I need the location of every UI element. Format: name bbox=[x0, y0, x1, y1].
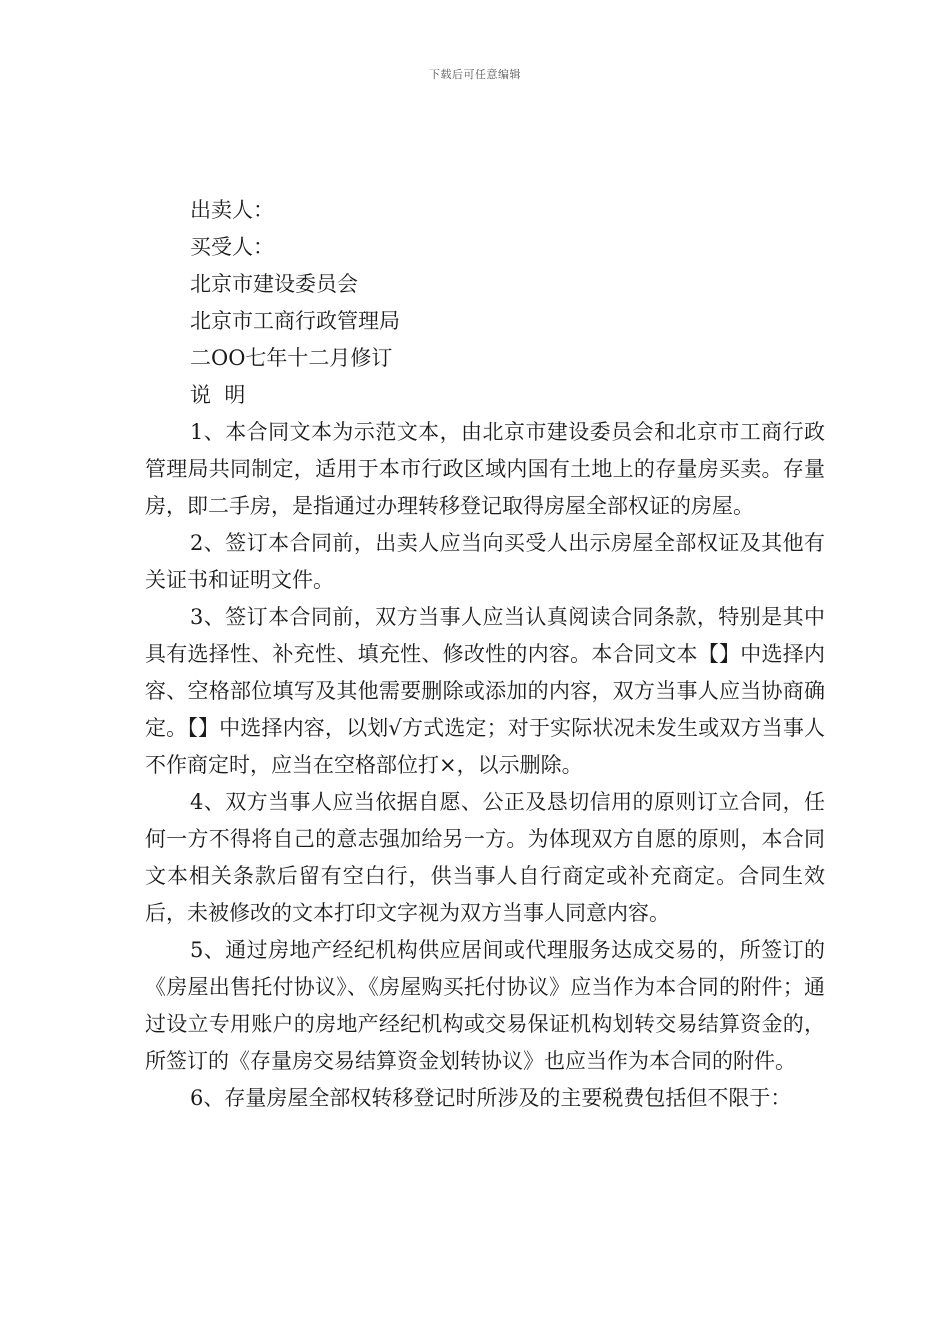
document-body bbox=[145, 192, 825, 1117]
page-header: 下载后可任意编辑 bbox=[429, 68, 521, 81]
paragraph-6: 6、存量房屋全部权转移登记时所涉及的主要税费包括但不限于： bbox=[190, 1086, 792, 1110]
paragraph-2: 2、签订本合同前，出卖人应当向买受人出示房屋全部权证及其他有关证书和证明文件。 bbox=[145, 531, 825, 592]
issuer-industry-commerce-bureau: 北京市工商行政管理局 bbox=[190, 309, 400, 333]
buyer-label: 买受人： bbox=[190, 235, 274, 259]
paragraph-4: 4、双方当事人应当依据自愿、公正及恳切信用的原则订立合同，任何一方不得将自己的意志强加给另一方。为体现双方自愿的原则，本合同文本相关条款后留有空白行，供当事人自行商定或补充商定。合同生效后，未被修改的文本打印文字视为双方当事人同意内容。 bbox=[145, 790, 825, 925]
section-title-explanation: 说 明 bbox=[190, 383, 246, 407]
issuer-construction-committee: 北京市建设委员会 bbox=[190, 272, 358, 296]
paragraph-3: 3、签订本合同前，双方当事人应当认真阅读合同条款，特别是其中具有选择性、补充性、填充性、修改性的内容。本合同文本【】中选择内容、空格部位填写及其他需要删除或添加的内容，双方当事人应当协商确定。【】中选择内容，以划√方式选定；对于实际状况未发生或双方当事人不作商定时，应当在空格部位打×，以示删除。 bbox=[145, 605, 825, 777]
revision-date: 二OO七年十二月修订 bbox=[190, 346, 393, 370]
paragraph-5: 5、通过房地产经纪机构供应居间或代理服务达成交易的，所签订的《房屋出售托付协议》、《房屋购买托付协议》应当作为本合同的附件；通过设立专用账户的房地产经纪机构或交易保证机构划转交易结算资金的，所签订的《存量房交易结算资金划转协议》也应当作为本合同的附件。 bbox=[145, 938, 825, 1073]
seller-label: 出卖人： bbox=[190, 198, 274, 222]
paragraph-1: 1、本合同文本为示范文本，由北京市建设委员会和北京市工商行政管理局共同制定，适用于本市行政区域内国有土地上的存量房买卖。存量房，即二手房，是指通过办理转移登记取得房屋全部权证的房屋。 bbox=[145, 420, 825, 518]
